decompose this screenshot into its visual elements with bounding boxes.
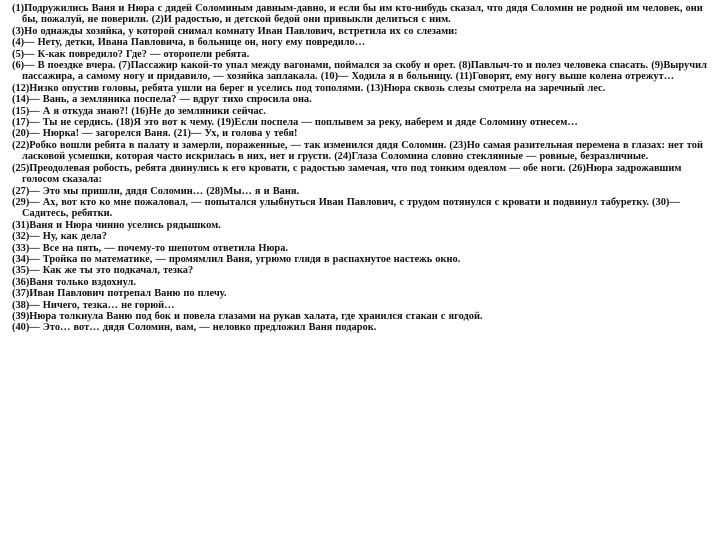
paragraph-16: (32)— Ну, как дела?: [12, 231, 107, 243]
paragraph-11: (22)Робко вошли ребята в палату и замерли, пораженные, — так изменился дядя Соломин. (23)Но самая разительная перемена в глазах: нет той ласковой усмешки, которая часто искрилась в них, нет и грусти. (24)Глаза Соломина словно стеклянные — ровные, безразличные.: [12, 139, 703, 163]
paragraph-8: (15)— А я откуда знаю?! (16)Не до земляники сейчас.: [12, 105, 266, 117]
paragraph-1: (1)Подружились Ваня и Нюра с дядей Соломиным давным-давно, и если бы им кто-нибудь сказал, что дядя Соломин не родной им человек, они бы, пожалуй, не поверили. (2)И радостью, и детской бедой они привыкли делиться с ним.: [12, 3, 703, 26]
paragraph-3: (4)— Нету, детки, Ивана Павловича, в больнице он, ногу ему повредило…: [12, 37, 366, 49]
paragraph-24: (40)— Это… вот… дядя Соломин, вам, — неловко предложил Ваня подарок.: [12, 322, 377, 334]
paragraph-12: (25)Преодолевая робость, ребята двинулись к его кровати, с радостью замечая, что под тонким одеялом — обе ноги. (26)Нюра задрожавшим голосом сказала:: [12, 162, 682, 186]
paragraph-10: (20)— Нюрка! — загорелся Ваня. (21)— Ух, и голова у тебя!: [12, 128, 298, 140]
paragraph-21: (37)Иван Павлович потрепал Ваню по плечу.: [12, 288, 227, 300]
paragraph-13: (27)— Это мы пришли, дядя Соломин… (28)Мы… я и Ваня.: [12, 185, 300, 197]
paragraph-22: (38)— Ничего, тезка… не горюй…: [12, 299, 175, 311]
paragraph-20: (36)Ваня только вздохнул.: [12, 276, 136, 288]
paragraph-14: (29)— Ах, вот кто ко мне пожаловал, — попытался улыбнуться Иван Павлович, с трудом потянулся с кровати и подвинул табуретку. (30)— Садитесь, ребятки.: [12, 196, 680, 220]
paragraph-15: (31)Ваня и Нюра чинно уселись рядышком.: [12, 219, 221, 231]
paragraph-19: (35)— Как же ты это подкачал, тезка?: [12, 265, 194, 277]
paragraph-6: (12)Низко опустив головы, ребята ушли на берег и уселись под тополями. (13)Нюра сквозь слезы смотрела на заречный лес.: [12, 82, 606, 94]
paragraph-18: (34)— Тройка по математике, — промямлил Ваня, угрюмо глядя в распахнутое настежь окно.: [12, 253, 461, 265]
paragraph-5: (6)— В поездке вчера. (7)Пассажир какой-то упал между вагонами, поймался за скобу и орет. (8)Павлыч-то и полез человека спасать. (9)Выручил пассажира, а самому ногу и придавило, — хозяйка заплакала. (10)— Ходила я в больницу. (11)Говорят, ему ногу выше колена отрежут…: [12, 60, 707, 83]
paragraph-4: (5)— К-как повредило? Где? — оторопели ребята.: [12, 48, 250, 60]
paragraph-23: (39)Нюра толкнула Ваню под бок и повела глазами на рукав халата, где хранился стакан с ягодой.: [12, 310, 483, 322]
paragraph-2: (3)Но однажды хозяйка, у которой снимал комнату Иван Павлович, встретила их со слезами:: [12, 25, 458, 37]
paragraph-7: (14)— Вань, а земляника поспела? — вдруг тихо спросила она.: [12, 94, 312, 106]
paragraph-17: (33)— Все на пять, — почему-то шепотом ответила Нюра.: [12, 242, 288, 254]
paragraph-9: (17)— Ты не сердись. (18)Я это вот к чему. (19)Если поспела — поплывем за реку, наберем и дяде Соломину отнесем…: [12, 117, 578, 129]
